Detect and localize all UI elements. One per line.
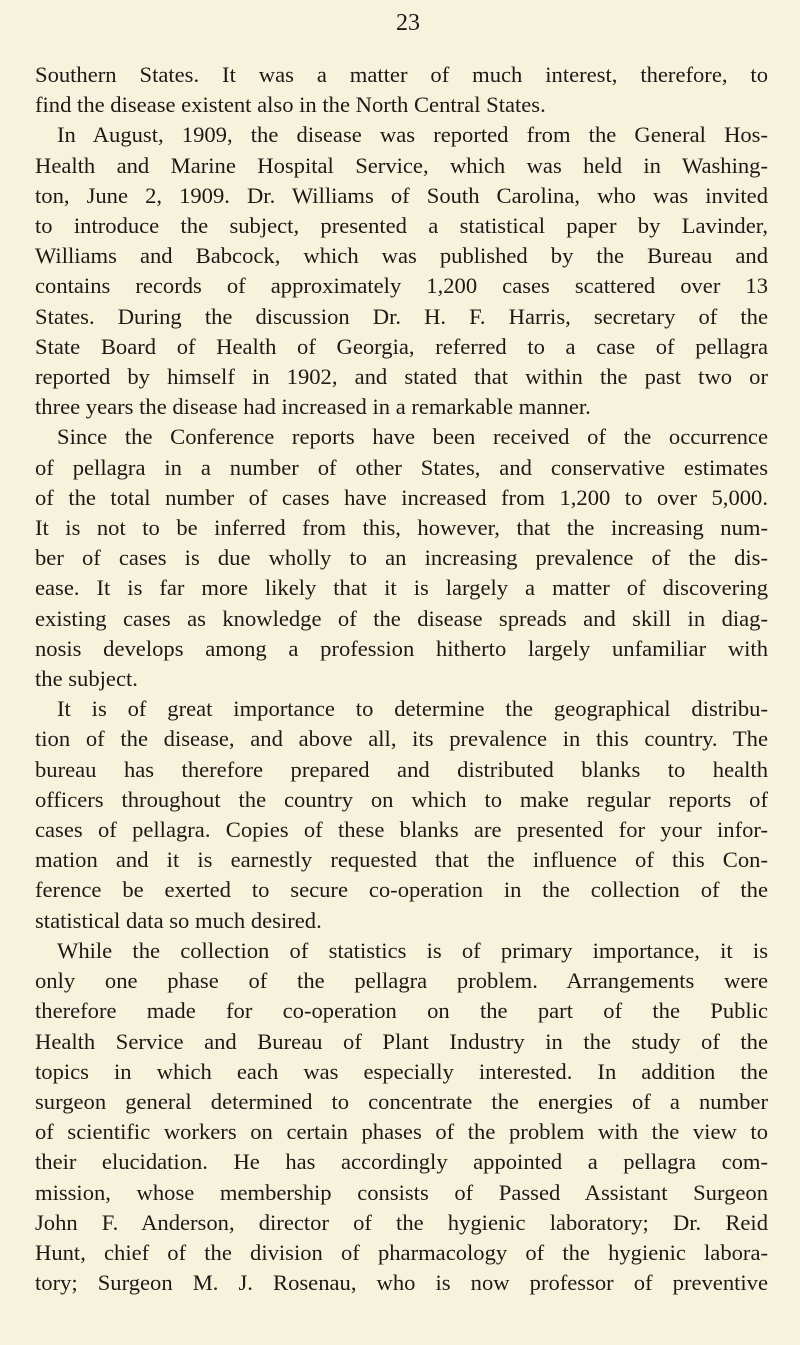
paragraph [35,422,768,694]
text-line: only one phase of the pellagra problem. Arrangements were [35,968,768,994]
text-line: of pellagra in a number of other States, and conservative estimates [35,454,768,480]
text-line: to introduce the subject, presented a statistical paper by Lavinder, [35,213,768,239]
text-line: existing cases as knowledge of the disease spreads and skill in diag- [35,605,768,631]
text-line: nosis develops among a profession hitherto largely unfamiliar with [35,635,768,661]
text-line: ease. It is far more likely that it is largely a matter of discovering [35,575,768,601]
text-line: cases of pellagra. Copies of these blanks are presented for your infor- [35,817,768,843]
text-line: Southern States. It was a matter of much interest, therefore, to [35,62,768,87]
paragraph [35,936,768,1298]
text-line: tory; Surgeon M. J. Rosenau, who is now professor of preventive [35,1270,768,1296]
text-line: bureau has therefore prepared and distributed blanks to health [35,756,768,782]
text-line: ton, June 2, 1909. Dr. Williams of South Carolina, who was invited [35,182,768,208]
text-line: surgeon general determined to concentrate the energies of a number [35,1088,768,1114]
text-line: John F. Anderson, director of the hygienic laboratory; Dr. Reid [35,1209,768,1235]
text-line: reported by himself in 1902, and stated that within the past two or [35,364,768,390]
text-line: Since the Conference reports have been received of the occurrence [57,424,768,450]
text-line: Health and Marine Hospital Service, which was held in Washing- [35,152,768,178]
text-line: therefore made for co-operation on the part of the Public [35,998,768,1024]
text-line: Health Service and Bureau of Plant Industry in the study of the [35,1028,768,1054]
text-line: ber of cases is due wholly to an increasing prevalence of the dis- [35,545,768,571]
body-text [35,60,768,1298]
text-line: find the disease existent also in the North Central States. [35,92,546,118]
text-line: While the collection of statistics is of primary importance, it is [57,937,768,963]
text-line: topics in which each was especially interested. In addition the [35,1058,768,1084]
paragraph [35,60,768,120]
text-line: It is not to be inferred from this, however, that the increasing num- [35,515,768,541]
text-line: three years the disease had increased in a remarkable manner. [35,394,591,420]
text-line: Williams and Babcock, which was published by the Bureau and [35,243,768,269]
text-line: statistical data so much desired. [35,907,322,933]
text-line: tion of the disease, and above all, its prevalence in this country. The [35,726,768,752]
text-line: mission, whose membership consists of Passed Assistant Surgeon [35,1179,768,1205]
text-line: their elucidation. He has accordingly appointed a pellagra com- [35,1149,768,1175]
text-line: State Board of Health of Georgia, referred to a case of pellagra [35,333,768,359]
text-line: States. During the discussion Dr. H. F. Harris, secretary of the [35,303,768,329]
text-line: ference be exerted to secure co-operation in the collection of the [35,877,768,903]
paragraph [35,694,768,936]
paragraph [35,120,768,422]
text-line: officers throughout the country on which to make regular reports of [35,786,768,812]
page-number: 23 [396,10,420,36]
text-line: contains records of approximately 1,200 cases scattered over 13 [35,273,768,299]
text-line: It is of great importance to determine the geographical distribu- [57,696,768,722]
text-line: mation and it is earnestly requested that the influence of this Con- [35,847,768,873]
text-line: In August, 1909, the disease was reported from the General Hos- [57,122,768,148]
text-line: of scientific workers on certain phases of the problem with the view to [35,1119,768,1145]
text-line: the subject. [35,666,138,692]
text-line: of the total number of cases have increased from 1,200 to over 5,000. [35,484,768,510]
text-line: Hunt, chief of the division of pharmacology of the hygienic labora- [35,1239,768,1265]
